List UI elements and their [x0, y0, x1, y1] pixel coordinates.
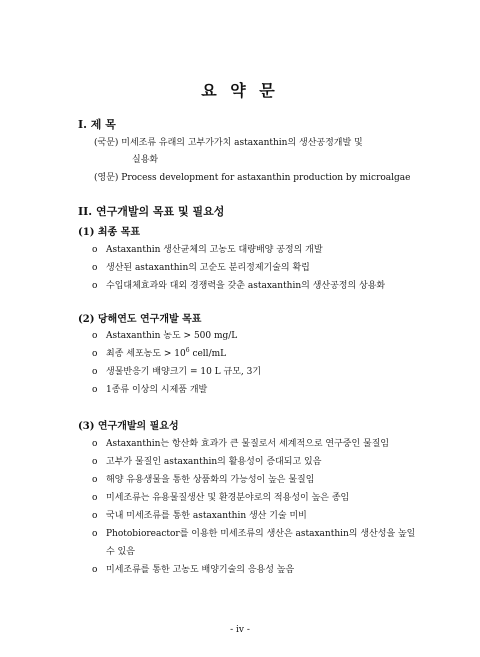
- subsection-necessity-heading: (3) 연구개발의 필요성: [78, 421, 179, 432]
- list-item: o Astaxanthin 생산균체의 고농도 대량배양 공정의 개발: [92, 245, 323, 255]
- list-item: o 해양 유용생물을 통한 상품화의 가능성이 높은 물질임: [92, 475, 315, 485]
- list-item: o 미세조류는 유용물질생산 및 환경분야로의 적용성이 높은 종임: [92, 493, 350, 503]
- bullet-icon: o: [92, 349, 98, 359]
- bullet-icon: o: [92, 367, 98, 377]
- bullet-icon: o: [92, 331, 98, 341]
- list-item: o Astaxanthin 농도 > 500 mg/L: [92, 331, 238, 341]
- bullet-icon: o: [92, 457, 98, 467]
- bullet-icon: o: [92, 245, 98, 255]
- bullet-icon: o: [92, 263, 98, 273]
- title-english-line: (영문) Process development for astaxanthin production by microalgae: [94, 173, 411, 183]
- list-item: o Astaxanthin는 항산화 효과가 큰 물질로서 세계적으로 연구중인 물질임: [92, 439, 390, 449]
- list-item: o 생산된 astaxanthin의 고순도 분리정제기술의 확립: [92, 263, 310, 273]
- list-item: o 국내 미세조류를 통한 astaxanthin 생산 기술 미비: [92, 511, 307, 521]
- title-korean-line-cont: 실용화: [132, 155, 159, 165]
- list-item: o 고부가 물질인 astaxanthin의 활용성이 증대되고 있음: [92, 457, 322, 467]
- list-item: o 수입대체효과와 대외 경쟁력을 갖춘 astaxanthin의 생산공정의 상용화: [92, 281, 386, 291]
- section-1-heading: I. 제 목: [78, 118, 116, 131]
- list-item: o 생물반응기 배양크기 = 10 L 규모, 3기: [92, 367, 262, 377]
- page-title: 요 약 문: [201, 81, 279, 100]
- bullet-icon: o: [92, 511, 98, 521]
- list-item: o 미세조류를 통한 고농도 배양기술의 응용성 높음: [92, 565, 295, 575]
- page-number: - iv -: [230, 625, 250, 635]
- subsection-final-goal-heading: (1) 최종 목표: [78, 227, 141, 238]
- bullet-icon: o: [92, 493, 98, 503]
- section-2-heading: II. 연구개발의 목표 및 필요성: [78, 205, 225, 218]
- bullet-icon: o: [92, 565, 98, 575]
- exponent: 6: [185, 347, 190, 354]
- bullet-icon: o: [92, 529, 98, 539]
- list-item-continuation: 수 있음: [106, 547, 135, 557]
- list-item: o 최종 세포농도 > $10^6$ cell/mL: [92, 347, 227, 359]
- bullet-icon: o: [92, 281, 98, 291]
- subsection-annual-goal-heading: (2) 당해연도 연구개발 목표: [78, 314, 202, 325]
- bullet-icon: o: [92, 439, 98, 449]
- list-item: o 1종류 이상의 시제품 개발: [92, 385, 208, 395]
- bullet-icon: o: [92, 385, 98, 395]
- bullet-icon: o: [92, 475, 98, 485]
- list-item: o Photobioreactor를 이용한 미세조류의 생산은 astaxanthin의 생산성을 높일: [92, 529, 416, 539]
- title-korean-line: (국문) 미세조류 유래의 고부가가치 astaxanthin의 생산공정개발 및: [94, 138, 363, 148]
